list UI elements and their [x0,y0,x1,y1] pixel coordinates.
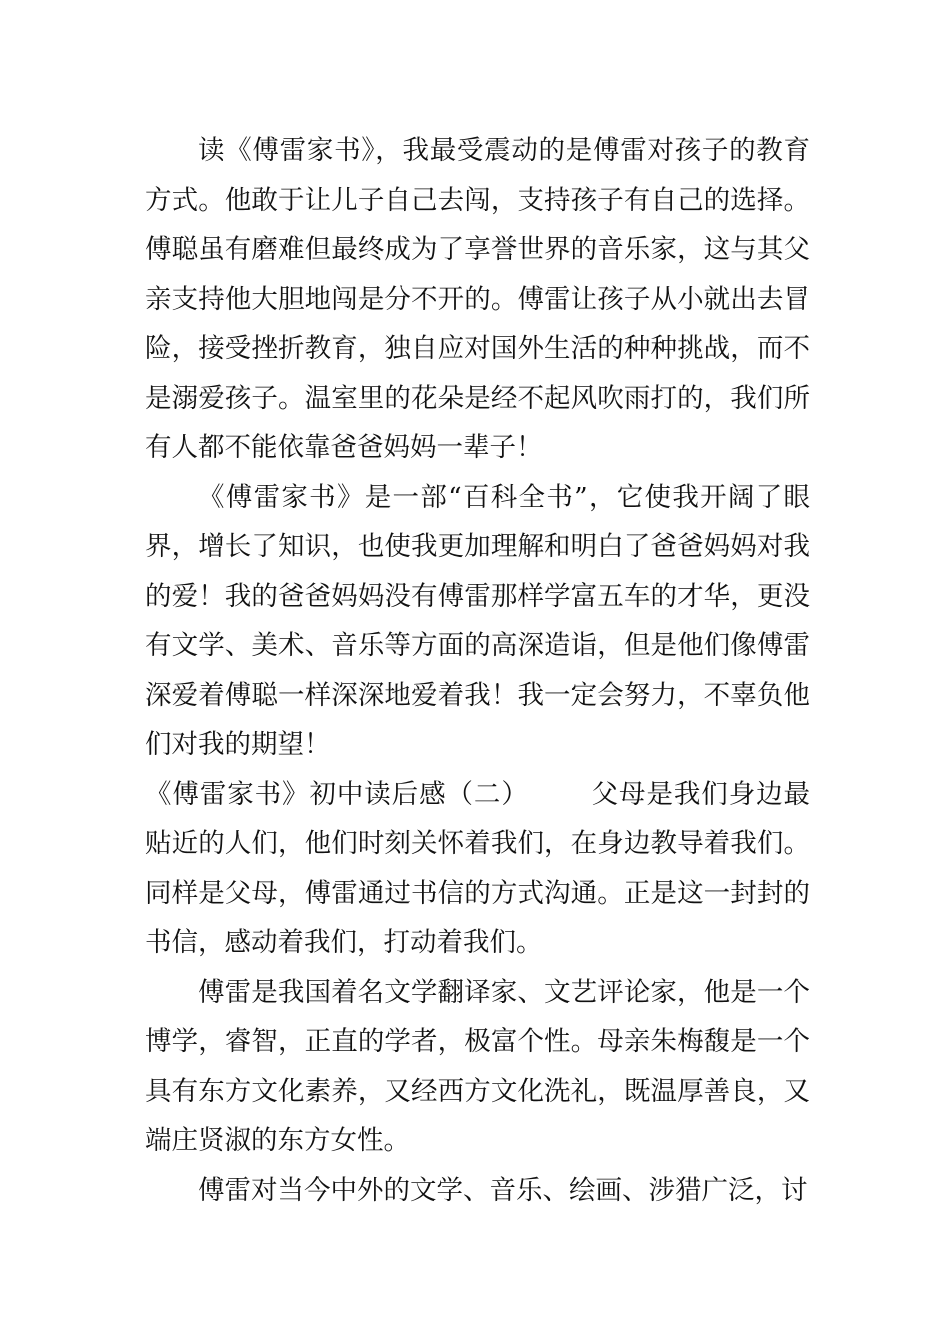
section-heading: 《傅雷家书》初中读后感（二） [145,778,529,810]
paragraph-3 [145,770,810,968]
paragraph-2: 《傅雷家书》是一部“百科全书”，它使我开阔了眼界，增长了知识，也使我更加理解和明白了爸爸妈妈对我的爱！我的爸爸妈妈没有傅雷那样学富五车的才华，更没有文学、美术、音乐等方面的高深造诣，但是他们像傅雷深爱着傅聪一样深深地爱着我！我一定会努力，不辜负他们对我的期望！ [145,481,810,760]
document-body [145,126,810,1215]
paragraph-4: 傅雷是我国着名文学翻译家、文艺评论家，他是一个博学，睿智，正直的学者，极富个性。母亲朱梅馥是一个具有东方文化素养，又经西方文化洗礼，既温厚善良，又端庄贤淑的东方女性。 [145,976,810,1156]
paragraph-1: 读《傅雷家书》，我最受震动的是傅雷对孩子的教育方式。他敢于让儿子自己去闯，支持孩子有自己的选择。傅聪虽有磨难但最终成为了享誉世界的音乐家，这与其父亲支持他大胆地闯是分不开的。傅雷让孩子从小就出去冒险，接受挫折教育，独自应对国外生活的种种挑战，而不是溺爱孩子。温室里的花朵是经不起风吹雨打的，我们所有人都不能依靠爸爸妈妈一辈子！ [145,135,810,463]
paragraph-5: 傅雷对当今中外的文学、音乐、绘画、涉猎广泛，讨 [198,1174,808,1206]
paragraph-3-text: 父母是我们身边最贴近的人们，他们时刻关怀着我们，在身边教导着我们。同样是父母，傅雷通过书信的方式沟通。正是这一封封的书信，感动着我们，打动着我们。 [145,778,811,958]
